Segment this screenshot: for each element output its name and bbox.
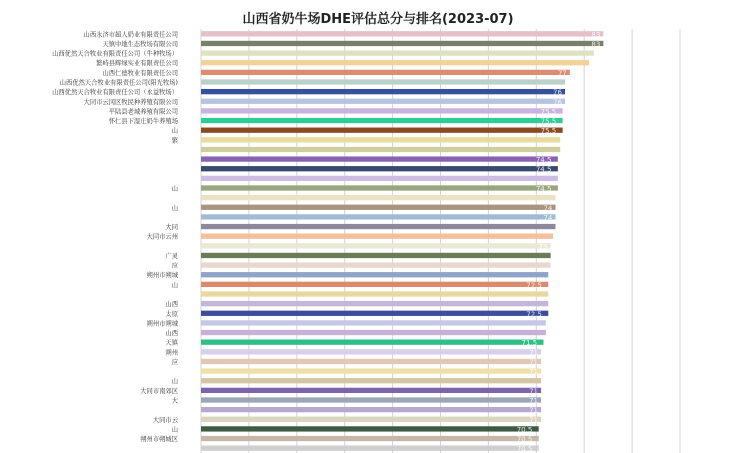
bar [201,50,594,55]
bar [201,185,558,190]
bar [201,291,548,296]
data-label: 70.5 [516,425,533,434]
data-label: 70.5 [516,435,533,444]
category-label: 大同 [165,224,178,232]
bar [201,349,541,354]
bar [201,281,548,290]
category-label: 大同市云州 [146,233,178,241]
bar [201,166,558,171]
bar [201,79,565,84]
bar [201,436,539,441]
bar [201,127,563,136]
data-label: 70.5 [516,445,533,453]
bar [201,446,539,451]
category-label: 山 [171,127,178,135]
category-label: 天镇 [165,339,178,347]
bar [201,387,541,396]
category-label: 山 [171,185,178,193]
bar [201,204,555,213]
category-label: 山 [171,378,178,386]
bar [201,416,541,425]
data-label: 75.5 [540,117,557,126]
category-label: 山西优然天合牧业有限责任公司(阳光牧场) [59,79,178,87]
bar [201,358,541,367]
category-label: 山西 [165,330,178,338]
data-label: 71 [529,387,539,396]
category-label: 大 [171,397,178,405]
data-label: 71 [529,406,539,415]
category-labels [52,29,179,443]
data-label: 72.5 [526,281,542,290]
bar [201,262,551,267]
bar [201,40,603,49]
data-label: 76 [553,88,562,97]
category-label: 山西优然天合牧业有限责任公司（永益牧场） [52,89,178,97]
category-label: 朔州 [165,349,178,357]
category-label: 山西 [165,301,178,309]
bar [201,426,539,431]
data-label: 77 [557,69,567,78]
bar [201,176,558,181]
data-label: 75.5 [540,107,557,116]
category-label: 大同市云冈区牧民种养殖有限公司 [83,98,178,106]
data-label: 74 [543,213,553,222]
bar [201,118,563,123]
bar [201,330,546,335]
data-label: 76 [553,98,562,107]
bar [201,310,548,319]
bar [201,368,541,373]
category-label: 天镇中地生态牧场有限公司 [102,40,178,48]
bar [201,89,565,94]
category-label: 应 [171,358,178,366]
category-label: 广灵 [165,252,178,260]
bar [201,108,563,113]
category-label: 山西优然天合牧业有限责任公司（牛种牧场） [52,50,178,58]
bar [201,397,541,402]
category-label: 应 [171,262,178,270]
category-label: 山西永济市超人奶业有限责任公司 [83,31,178,39]
category-label: 平陆县老城养殖有限公司 [108,108,178,116]
bar [201,60,589,65]
data-label: 71 [529,358,539,367]
data-label: 71.5 [521,339,538,348]
bar [201,234,553,239]
data-label: 71 [529,397,539,405]
category-label: 山西仁德牧业有限责任公司 [102,69,178,77]
bar [201,272,548,277]
chart-title: 山西省奶牛场DHE评估总分与排名(2023-07) [242,12,514,27]
category-label: 大同市南郊区 [140,387,178,395]
data-label: 75.5 [540,127,557,136]
data-label: 71 [529,416,539,425]
bar [201,407,541,412]
category-label: 太原 [165,310,178,318]
bar [201,243,551,248]
bars [201,31,603,453]
data-label: 74.5 [535,156,552,165]
bar [201,156,558,161]
bar [201,214,555,219]
bar [201,378,541,383]
data-label: 74.5 [535,165,552,174]
category-label: 繁 [171,137,178,145]
data-label: 71 [529,368,539,377]
data-label: 71 [529,348,539,357]
category-label: 朔州市朔城区 [140,436,178,444]
bar [201,31,603,36]
bar [201,69,570,78]
data-label: 73 [538,242,548,251]
bar [201,253,551,258]
category-label: 朔州市朔城 [146,272,178,280]
bar [201,137,560,142]
category-label: 山 [171,281,178,289]
bar [201,301,548,306]
data-label: 83 [591,40,601,49]
category-label: 怀仁县下湿庄奶牛养殖场 [108,118,178,126]
data-label: 74 [543,204,553,213]
category-label: 繁峙县辉绿实业有限责任公司 [96,60,178,68]
category-label: 朔州市朔城 [146,320,178,328]
category-label: 山 [171,426,178,434]
bar [201,98,565,107]
data-label: 83 [591,30,601,39]
data-label: 72.5 [526,310,542,319]
bar [201,147,560,152]
bar [201,195,555,200]
category-label: 山 [171,204,178,212]
category-label: 大同市云 [152,416,178,424]
bar [201,224,555,229]
bar [201,320,546,325]
bar [201,339,543,348]
data-label: 74.5 [535,185,552,193]
